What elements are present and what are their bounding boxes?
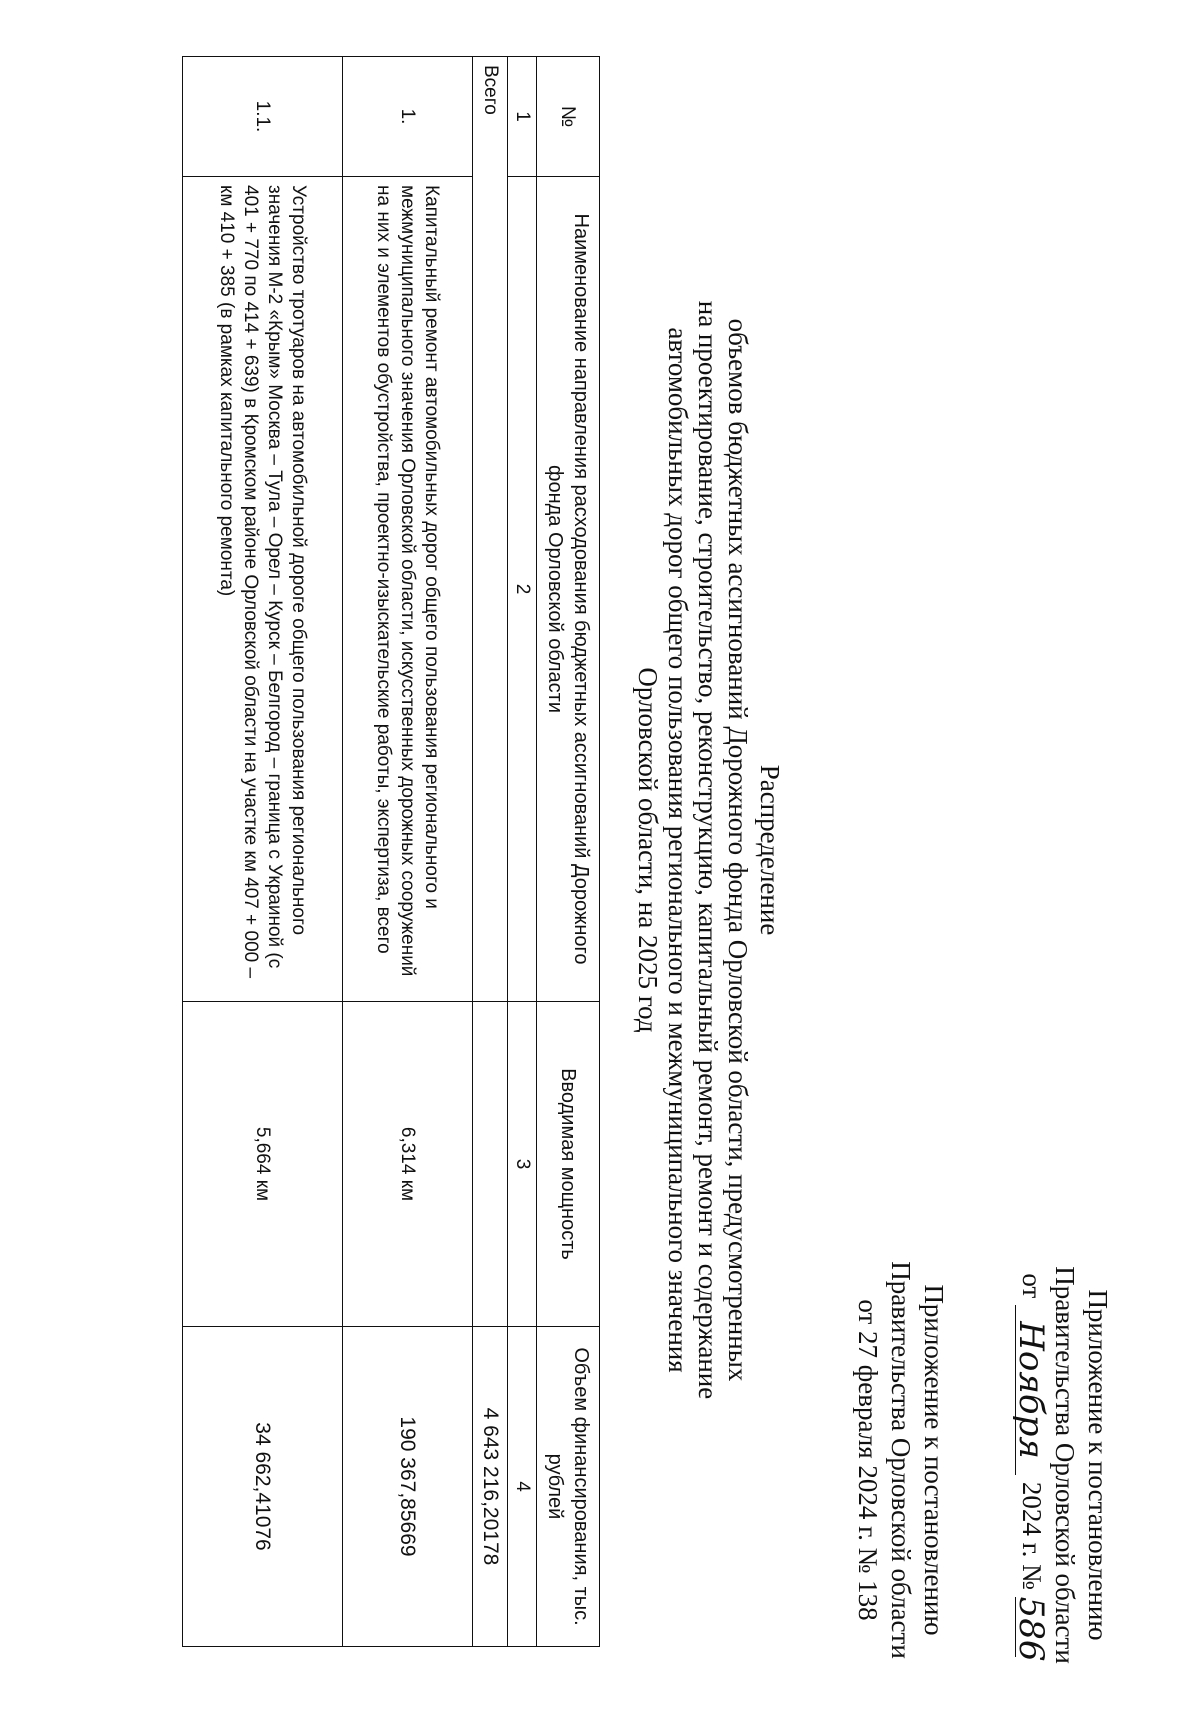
column-number-row <box>508 57 537 1647</box>
approval-line-2: Правительства Орловской области <box>1050 1266 1080 1664</box>
approval-block-previous <box>851 1210 950 1710</box>
budget-table <box>182 56 600 1647</box>
approval-old-line-2: Правительства Орловской области <box>886 1261 916 1659</box>
row-number: 1.1. <box>183 57 343 177</box>
table-row <box>343 57 473 1647</box>
header-amount: Объем финансирования, тыс. рублей <box>537 1327 600 1647</box>
row-capacity: 6,314 км <box>343 1002 473 1327</box>
table-row <box>183 57 343 1647</box>
title-line: на проектирование, строительство, реконструкцию, капитальный ремонт, ремонт и содержание <box>693 300 723 1400</box>
row-number: 1. <box>343 57 473 177</box>
title-line: автомобильных дорог общего пользования регионального и межмуниципального значения <box>663 327 693 1373</box>
total-capacity-empty <box>473 1002 508 1327</box>
header-number: № <box>537 57 600 177</box>
document-title <box>633 200 785 1500</box>
header-name: Наименование направления расходования бюджетных ассигнований Дорожного фонда Орловской области <box>537 177 600 1002</box>
approval-from-prefix: от <box>1017 1273 1047 1299</box>
handwritten-number: 586 <box>1011 1596 1051 1662</box>
handwritten-date: Ноября <box>1015 1305 1046 1475</box>
row-amount: 34 662,41076 <box>183 1327 343 1647</box>
row-name: Устройство тротуаров на автомобильной дороге общего пользования регионального значения М-2 «Крым» Москва – Тула – Орел – Курск – Белгород – граница с Украиной (с 401 + 770 по 414 + 639) в Кромском районе Орловской области на участке км 407 + 000 – км 410 + 385 (в рамках капитального ремонта) <box>183 177 343 1002</box>
header-capacity: Вводимая мощность <box>537 1002 600 1327</box>
total-label: Всего <box>473 57 508 177</box>
approval-old-line-3: от 27 февраля 2024 г. № 138 <box>853 1299 883 1621</box>
total-amount: 4 643 216,20178 <box>473 1327 508 1647</box>
total-row <box>473 57 508 1647</box>
column-number: 2 <box>508 177 537 1002</box>
approval-old-line-1: Приложение к постановлению <box>919 1284 949 1636</box>
approval-date-line <box>1011 1215 1051 1715</box>
title-line: объемов бюджетных ассигнований Дорожного фонда Орловской области, предусмотренных <box>723 318 753 1382</box>
row-capacity: 5,664 км <box>183 1002 343 1327</box>
approval-line-1: Приложение к постановлению <box>1083 1289 1113 1641</box>
table-header-row <box>537 57 600 1647</box>
column-number: 3 <box>508 1002 537 1327</box>
approval-year-text: 2024 г. № <box>1017 1481 1047 1590</box>
title-heading: Распределение <box>755 764 785 936</box>
column-number: 1 <box>508 57 537 177</box>
row-amount: 190 367,85669 <box>343 1327 473 1647</box>
title-line: Орловской области, на 2025 год <box>633 667 663 1033</box>
approval-block-current <box>1011 1215 1114 1715</box>
total-gap <box>473 177 508 1002</box>
column-number: 4 <box>508 1327 537 1647</box>
row-name: Капитальный ремонт автомобильных дорог общего пользования регионального и межмуниципального значения Орловской области, искусственных дорожных сооружений на них и элементов обустройства, проектно-изыскательские работы, экспертиза, всего <box>343 177 473 1002</box>
